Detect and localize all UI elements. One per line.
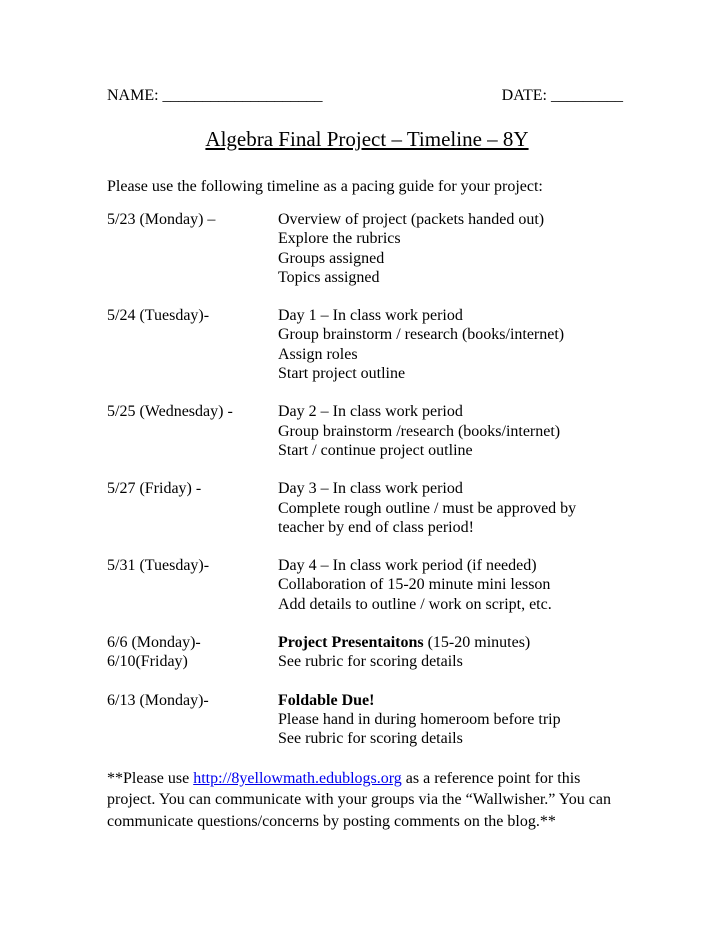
entry-dates [107, 402, 233, 421]
task-line [278, 499, 627, 518]
task-line [278, 691, 627, 710]
task-line [278, 402, 627, 421]
entry-tasks [278, 306, 627, 383]
task-text: Day 3 – In class work period [278, 480, 463, 498]
task-line [278, 345, 627, 364]
timeline-entry [107, 556, 627, 614]
task-line [278, 518, 627, 537]
entry-date: 6/6 (Monday)- [107, 634, 201, 652]
entry-date: 6/13 (Monday)- [107, 691, 209, 709]
task-text: Complete rough outline / must be approved by [278, 499, 577, 517]
task-text: Collaboration of 15-20 minute mini lesson [278, 576, 551, 594]
timeline-schedule [107, 210, 627, 768]
task-bold-text: Foldable Due! [278, 691, 375, 709]
blog-link[interactable]: http://8yellowmath.edublogs.org [193, 770, 402, 787]
entry-dates [107, 556, 209, 575]
entry-date: 5/31 (Tuesday)- [107, 557, 210, 575]
task-line [278, 729, 627, 748]
task-line [278, 556, 627, 575]
page-title [0, 127, 728, 152]
task-text: teacher by end of class period! [278, 518, 474, 536]
task-text: Group brainstorm /research (books/internet) [278, 422, 561, 440]
task-text: Day 1 – In class work period [278, 307, 463, 325]
timeline-entry [107, 633, 627, 672]
entry-dates [107, 210, 215, 229]
entry-date: 5/27 (Friday) - [107, 480, 202, 498]
task-text: Overview of project (packets handed out) [278, 211, 545, 228]
timeline-entry [107, 210, 627, 287]
entry-dates [107, 479, 201, 498]
task-text: Groups assigned [278, 249, 385, 267]
entry-date: 5/24 (Tuesday)- [107, 307, 210, 325]
task-line [278, 633, 627, 652]
entry-date: 6/10(Friday) [107, 653, 188, 671]
task-text: Day 4 – In class work period (if needed) [278, 557, 537, 575]
task-line [278, 479, 627, 498]
entry-dates [107, 633, 201, 672]
task-text: See rubric for scoring details [278, 730, 463, 748]
date-field: DATE: _________ [501, 87, 623, 104]
task-line [278, 268, 627, 287]
entry-tasks [278, 210, 627, 287]
task-text: Add details to outline / work on script, etc. [278, 595, 552, 613]
task-text: (15-20 minutes) [423, 634, 531, 652]
page-title-text: Algebra Final Project – Timeline – 8Y [205, 127, 529, 151]
header-row [107, 87, 623, 109]
timeline-entry [107, 479, 627, 537]
task-line [278, 422, 627, 441]
entry-dates [107, 306, 209, 325]
entry-date: 5/23 (Monday) – [107, 211, 216, 228]
task-text: See rubric for scoring details [278, 653, 463, 671]
entry-tasks [278, 479, 627, 537]
task-text: Group brainstorm / research (books/internet) [278, 326, 565, 344]
task-text: Please hand in during homeroom before trip [278, 710, 561, 728]
timeline-entry [107, 402, 627, 460]
task-line [278, 229, 627, 248]
task-text: Topics assigned [278, 268, 380, 286]
reference-note [107, 768, 627, 832]
entry-tasks [278, 556, 627, 614]
task-line [278, 652, 627, 671]
task-text: Start / continue project outline [278, 441, 473, 459]
entry-tasks [278, 402, 627, 460]
task-line [278, 325, 627, 344]
task-text: Day 2 – In class work period [278, 403, 463, 421]
entry-tasks [278, 633, 627, 672]
timeline-entry [107, 691, 627, 749]
task-line [278, 364, 627, 383]
task-text: Assign roles [278, 345, 358, 363]
entry-date: 5/25 (Wednesday) - [107, 403, 233, 421]
entry-dates [107, 691, 209, 710]
task-bold-text: Project Presentaitons [278, 634, 424, 652]
note-text-after-link: as a reference point for this project. You can communicate with your groups via the “Wallwisher.” You can communicate questions/concerns by posting comments on the blog.** [107, 770, 611, 830]
name-field: NAME: ____________________ [107, 87, 323, 104]
note-text-before-link: **Please use [107, 770, 194, 787]
intro-text: Please use the following timeline as a pacing guide for your project: [107, 178, 543, 195]
task-line [278, 306, 627, 325]
task-line [278, 575, 627, 594]
task-line [278, 441, 627, 460]
task-line [278, 210, 627, 229]
task-text: Explore the rubrics [278, 230, 401, 248]
timeline-entry [107, 306, 627, 383]
entry-tasks [278, 691, 627, 749]
task-line [278, 595, 627, 614]
task-line [278, 710, 627, 729]
task-text: Start project outline [278, 365, 406, 383]
task-line [278, 249, 627, 268]
